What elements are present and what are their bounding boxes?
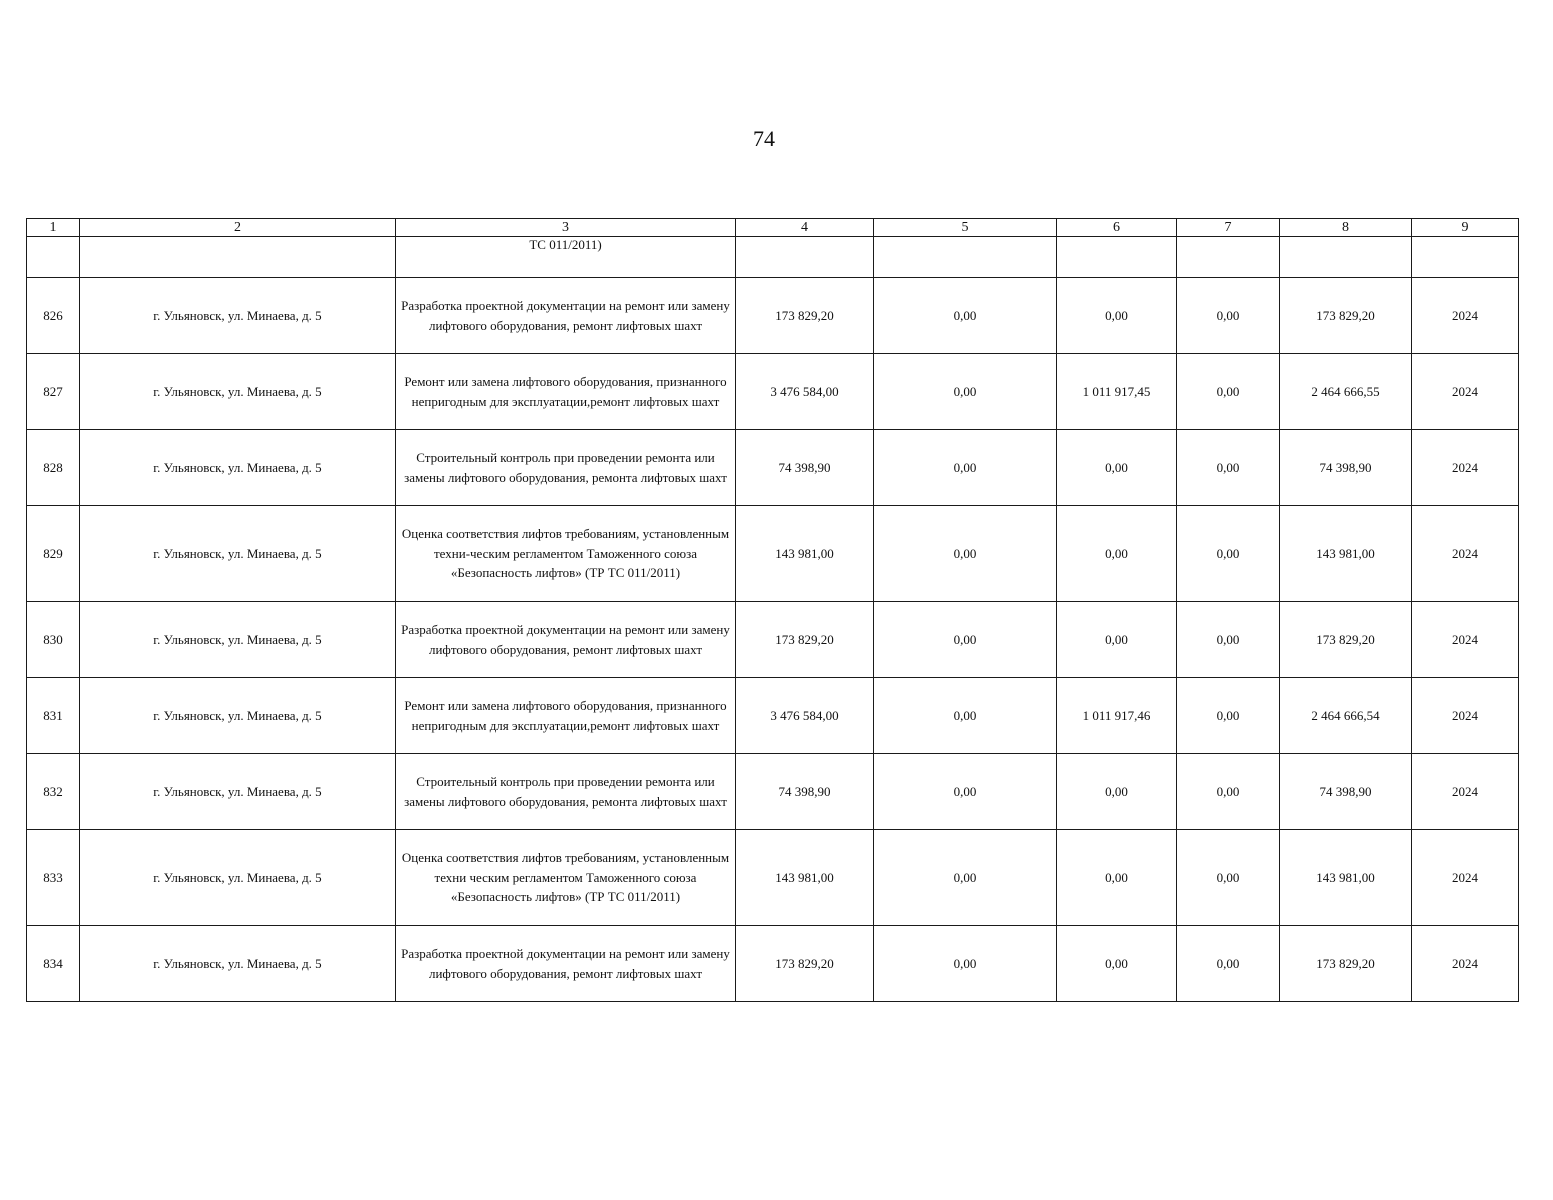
row-work-type: Оценка соответствия лифтов требованиям, установленным техни-ческим регламентом Таможенного союза «Безопасность лифтов» (ТР ТС 011/2011)	[396, 506, 736, 602]
row-number: 826	[27, 278, 80, 354]
row-work-type: Разработка проектной документации на ремонт или замену лифтового оборудования, ремонт лифтовых шахт	[396, 278, 736, 354]
table-row	[27, 430, 1519, 506]
row-year: 2024	[1412, 754, 1519, 830]
row-year: 2024	[1412, 278, 1519, 354]
row-total-cost: 3 476 584,00	[736, 354, 874, 430]
continuation-work-text: ТС 011/2011)	[396, 237, 736, 278]
row-number: 831	[27, 678, 80, 754]
row-column-7: 0,00	[1177, 278, 1280, 354]
column-header-4: 4	[736, 219, 874, 237]
row-address: г. Ульяновск, ул. Минаева, д. 5	[80, 506, 396, 602]
row-column-5: 0,00	[874, 430, 1057, 506]
row-column-7: 0,00	[1177, 430, 1280, 506]
row-column-7: 0,00	[1177, 506, 1280, 602]
row-work-type: Оценка соответствия лифтов требованиям, установленным техни ческим регламентом Таможенного союза «Безопасность лифтов» (ТР ТС 011/2011)	[396, 830, 736, 926]
row-column-5: 0,00	[874, 678, 1057, 754]
row-column-6: 0,00	[1057, 278, 1177, 354]
row-address: г. Ульяновск, ул. Минаева, д. 5	[80, 754, 396, 830]
row-total-cost: 74 398,90	[736, 430, 874, 506]
column-number-row	[27, 219, 1519, 237]
continuation-row	[27, 237, 1519, 278]
row-column-7: 0,00	[1177, 830, 1280, 926]
row-work-type: Строительный контроль при проведении ремонта или замены лифтового оборудования, ремонта лифтовых шахт	[396, 430, 736, 506]
row-year: 2024	[1412, 926, 1519, 1002]
row-column-8: 143 981,00	[1280, 830, 1412, 926]
row-column-8: 143 981,00	[1280, 506, 1412, 602]
row-total-cost: 74 398,90	[736, 754, 874, 830]
row-column-8: 173 829,20	[1280, 602, 1412, 678]
row-column-6: 0,00	[1057, 430, 1177, 506]
row-work-type: Ремонт или замена лифтового оборудования, признанного непригодным для эксплуатации,ремонт лифтовых шахт	[396, 354, 736, 430]
column-header-8: 8	[1280, 219, 1412, 237]
row-number: 829	[27, 506, 80, 602]
row-column-6: 0,00	[1057, 602, 1177, 678]
row-number: 833	[27, 830, 80, 926]
continuation-cell	[736, 237, 874, 278]
row-column-8: 2 464 666,55	[1280, 354, 1412, 430]
row-total-cost: 3 476 584,00	[736, 678, 874, 754]
row-number: 830	[27, 602, 80, 678]
row-column-6: 1 011 917,45	[1057, 354, 1177, 430]
continuation-cell	[27, 237, 80, 278]
continuation-cell	[1280, 237, 1412, 278]
column-header-5: 5	[874, 219, 1057, 237]
column-header-6: 6	[1057, 219, 1177, 237]
data-rows	[27, 278, 1519, 1002]
continuation-cell	[80, 237, 396, 278]
row-column-5: 0,00	[874, 506, 1057, 602]
row-column-8: 74 398,90	[1280, 754, 1412, 830]
row-column-5: 0,00	[874, 926, 1057, 1002]
row-column-7: 0,00	[1177, 678, 1280, 754]
row-total-cost: 173 829,20	[736, 278, 874, 354]
row-number: 834	[27, 926, 80, 1002]
row-number: 827	[27, 354, 80, 430]
row-column-8: 173 829,20	[1280, 926, 1412, 1002]
row-work-type: Разработка проектной документации на ремонт или замену лифтового оборудования, ремонт лифтовых шахт	[396, 602, 736, 678]
table-row	[27, 678, 1519, 754]
row-year: 2024	[1412, 678, 1519, 754]
row-column-5: 0,00	[874, 602, 1057, 678]
row-address: г. Ульяновск, ул. Минаева, д. 5	[80, 354, 396, 430]
table-row	[27, 754, 1519, 830]
row-total-cost: 143 981,00	[736, 506, 874, 602]
row-column-8: 173 829,20	[1280, 278, 1412, 354]
row-column-7: 0,00	[1177, 602, 1280, 678]
row-total-cost: 173 829,20	[736, 602, 874, 678]
column-header-2: 2	[80, 219, 396, 237]
continuation-cell	[1412, 237, 1519, 278]
row-address: г. Ульяновск, ул. Минаева, д. 5	[80, 678, 396, 754]
row-column-8: 74 398,90	[1280, 430, 1412, 506]
row-column-7: 0,00	[1177, 354, 1280, 430]
continuation-cell	[1177, 237, 1280, 278]
column-header-7: 7	[1177, 219, 1280, 237]
row-column-5: 0,00	[874, 278, 1057, 354]
row-column-5: 0,00	[874, 354, 1057, 430]
column-header-1: 1	[27, 219, 80, 237]
row-column-6: 0,00	[1057, 830, 1177, 926]
row-address: г. Ульяновск, ул. Минаева, д. 5	[80, 430, 396, 506]
row-year: 2024	[1412, 602, 1519, 678]
row-column-6: 0,00	[1057, 926, 1177, 1002]
continuation-cell	[1057, 237, 1177, 278]
table-row	[27, 506, 1519, 602]
row-year: 2024	[1412, 506, 1519, 602]
table-row	[27, 354, 1519, 430]
row-year: 2024	[1412, 354, 1519, 430]
row-column-5: 0,00	[874, 830, 1057, 926]
row-address: г. Ульяновск, ул. Минаева, д. 5	[80, 830, 396, 926]
row-column-7: 0,00	[1177, 754, 1280, 830]
row-year: 2024	[1412, 430, 1519, 506]
row-address: г. Ульяновск, ул. Минаева, д. 5	[80, 926, 396, 1002]
row-column-8: 2 464 666,54	[1280, 678, 1412, 754]
row-year: 2024	[1412, 830, 1519, 926]
table-row	[27, 602, 1519, 678]
row-column-5: 0,00	[874, 754, 1057, 830]
row-work-type: Строительный контроль при проведении ремонта или замены лифтового оборудования, ремонта лифтовых шахт	[396, 754, 736, 830]
table-row	[27, 926, 1519, 1002]
row-column-7: 0,00	[1177, 926, 1280, 1002]
row-total-cost: 173 829,20	[736, 926, 874, 1002]
row-column-6: 0,00	[1057, 754, 1177, 830]
table-row	[27, 830, 1519, 926]
row-work-type: Ремонт или замена лифтового оборудования, признанного непригодным для эксплуатации,ремонт лифтовых шахт	[396, 678, 736, 754]
row-address: г. Ульяновск, ул. Минаева, д. 5	[80, 278, 396, 354]
row-total-cost: 143 981,00	[736, 830, 874, 926]
column-header-3: 3	[396, 219, 736, 237]
column-header-9: 9	[1412, 219, 1519, 237]
row-column-6: 1 011 917,46	[1057, 678, 1177, 754]
continuation-cell	[874, 237, 1057, 278]
row-number: 832	[27, 754, 80, 830]
row-number: 828	[27, 430, 80, 506]
row-column-6: 0,00	[1057, 506, 1177, 602]
row-work-type: Разработка проектной документации на ремонт или замену лифтового оборудования, ремонт лифтовых шахт	[396, 926, 736, 1002]
page-number: 74	[753, 126, 775, 151]
row-address: г. Ульяновск, ул. Минаева, д. 5	[80, 602, 396, 678]
register-table	[26, 218, 1519, 1002]
table-row	[27, 278, 1519, 354]
